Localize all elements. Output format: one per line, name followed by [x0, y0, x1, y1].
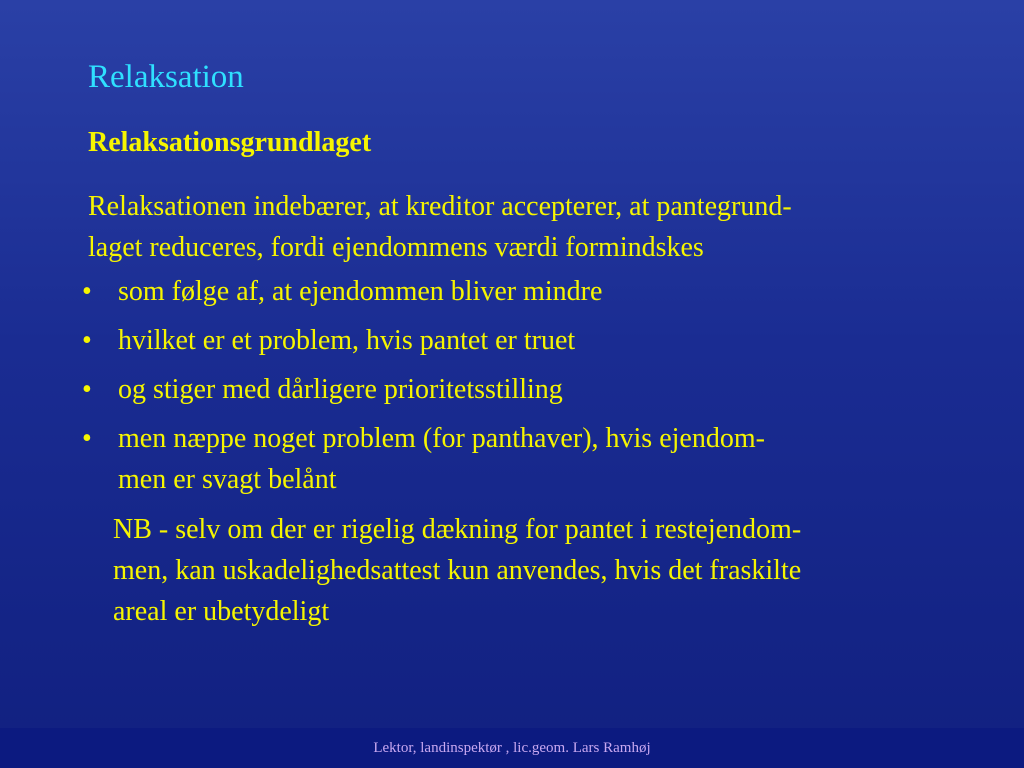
intro-paragraph [88, 186, 988, 268]
bullet-icon: • [82, 374, 92, 405]
bullet-icon: • [82, 423, 92, 454]
intro-line: Relaksationen indebærer, at kreditor accepterer, at pantegrund- [88, 191, 792, 222]
bullet-icon: • [82, 276, 92, 307]
bullet-list [72, 271, 972, 508]
slide-title: Relaksation [88, 59, 244, 95]
slide-subtitle: Relaksationsgrundlaget [88, 127, 372, 158]
note-line: areal er ubetydeligt [113, 596, 330, 627]
bullet-item [72, 369, 972, 410]
footer-credit: Lektor, landinspektør , lic.geom. Lars Ramhøj [373, 740, 651, 756]
bullet-text: hvilket er et problem, hvis pantet er truet [118, 325, 576, 356]
bullet-text: men næppe noget problem (for panthaver), hvis ejendom- [118, 423, 765, 454]
bullet-item [72, 418, 972, 500]
bullet-text: som følge af, at ejendommen bliver mindre [118, 276, 603, 307]
bullet-text: men er svagt belånt [118, 464, 337, 495]
bullet-icon: • [82, 325, 92, 356]
footer-bar [0, 728, 1024, 768]
note-line: men, kan uskadelighedsattest kun anvendes, hvis det fraskilte [113, 555, 802, 586]
intro-line: laget reduceres, fordi ejendommens værdi formindskes [88, 232, 704, 263]
note-line: NB - selv om der er rigelig dækning for pantet i restejendom- [113, 514, 802, 545]
bullet-text: og stiger med dårligere prioritetsstilling [118, 374, 563, 405]
bullet-item [72, 320, 972, 361]
nb-note [113, 509, 993, 632]
bullet-item [72, 271, 972, 312]
